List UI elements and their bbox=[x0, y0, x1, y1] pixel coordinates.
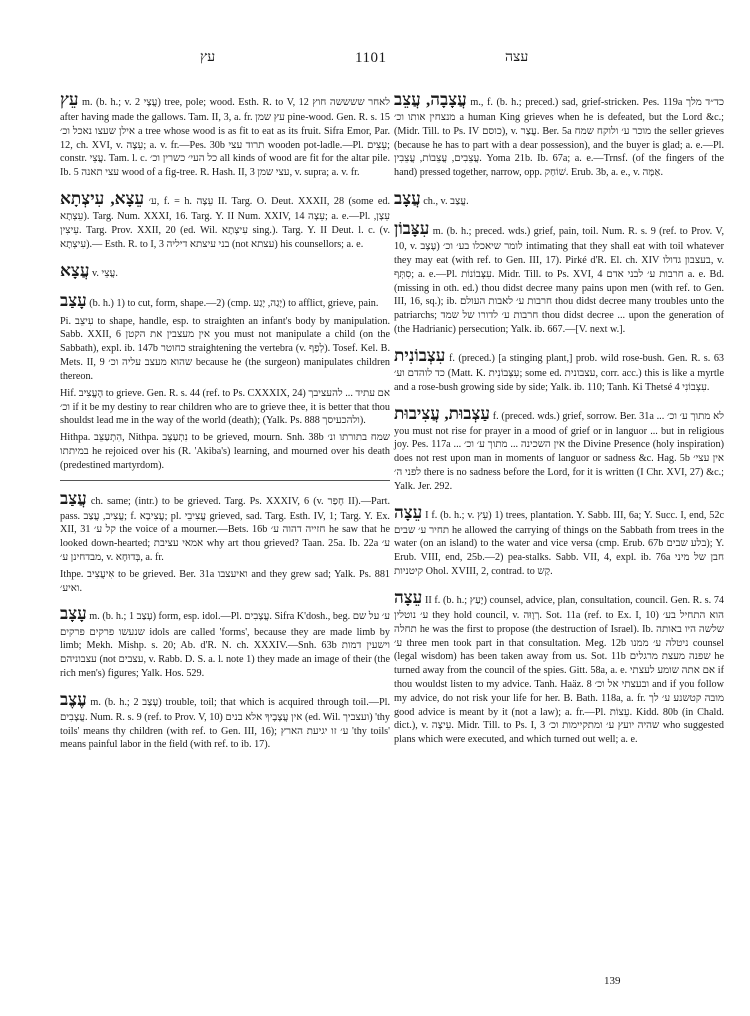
entry-text: ch., v. עֲצַב. bbox=[423, 196, 469, 208]
headword: עֵצָה bbox=[394, 587, 423, 607]
dictionary-entry bbox=[394, 187, 724, 210]
headword: עָצַב bbox=[60, 290, 87, 310]
headword: עֵץ bbox=[60, 90, 79, 109]
dictionary-entry bbox=[60, 187, 390, 251]
entry-sense: Pi. עִיצֵב to shape, handle, esp. to straighten an infant's body by manipulation. Sabb. XXII, 6 אין מעצבין את הקטן you must not manipulate a child (on the Sabbath), expl. ib. 147b כחוטר straightening the vertebra (v. לְפַף). Tosef. Kel. B. Mets. II, 9 שהוא מעצב עליה וכ׳ because he (the surgeon) manipulates children thereon. bbox=[60, 315, 391, 382]
left-column bbox=[60, 88, 390, 759]
entry-text: f. (preced. wds.) grief, sorrow. Ber. 31a ... לא מתוך ע׳ וכ׳ you must not rise for prayer in a mood of grief or in languor ... but in religious joy. Pes. 117a ... אין השכינה ... מתוך ע׳ וכ׳ the Divine Presence (holy inspiration) does not rest upon man in moments of languor or sadness &c. Hag. 5b אין עצי׳ לפני ה׳ there is no sadness before the Lord, for it is written (I Chr. XVI, 27) &c.; Yalk. Jer. 292. bbox=[394, 410, 725, 492]
entry-text: m. (b. h.; preced. wds.) grief, pain, toil. Num. R. s. 9 (ref. to Prov. V, 10, v. עֶצֶב) לומר שיאכלו בע׳ וכ׳ intimating that they shall eat with toil whatever they may eat (with ref. to Gen. III, 17). Pirké d'R. El. ch. XIV בעצבון גדולו, v. סִתְּף; a. e.—Pl. עִצְּבוֹנוֹת. Midr. Till. to Ps. XVI, 4 חרבות ע׳ לבני אדם a. e. Bd. (missing in oth. ed.) thou didst decree many pains upon men (with ref. to Gen. III, 16, sq.); ib. חרבות ע׳ לאבות העולם thou didst decree many troubles unto the patriarchs; חרבות ע׳ לדורו של שמד thou didst decree ... upon the generation of (the Hadrianic) persecution; Yalk. ib. 667.—[V. next w.]. bbox=[394, 226, 724, 336]
headword: עֵצָה bbox=[394, 502, 423, 522]
headword: עֶצֶב bbox=[60, 689, 87, 709]
dictionary-entry bbox=[60, 88, 390, 180]
dictionary-entry bbox=[394, 586, 724, 747]
dictionary-entry bbox=[394, 402, 724, 494]
entry-sense: Hif. הֶעֱצִיב to grieve. Gen. R. s. 44 (ref. to Ps. CXXXIX, 24) אם עתיד ... להעציבך וכ׳ if it be my destiny to rear children who are to grieve thee, it is better that thou shouldst lead me in the way of the world (death); (Yalk. Ps. 888 ולהכעיסך). bbox=[60, 387, 390, 427]
dictionary-entry bbox=[60, 602, 390, 680]
entry-text: ch. same; (intr.) to be grieved. Targ. Ps. XXXIV, 6 (v. חָפַר II).—Part. pass. עֲצִיב, עֲצַב; f. עֲצִיבָא; pl. עֲצִיבֵי grieved, sad. Targ. Esth. IV, 1; Targ. Y. Ex. XII, 31 קל ע׳ the voice of a mourner.—Bets. 16b חזייה דהוה ע׳ he saw that he looked down-hearted; אמאי עציבת why art thou grieved? Taan. 25a. Ib. 22a ע׳ מבדחינן ע׳, v. בְּדוּחָא, a. fr. bbox=[60, 495, 391, 564]
entry-text: m. (b. h.; עָצַב 1) form, esp. idol.—Pl. עֲצָבִים. Sifra K'dosh., beg. ע׳ על שם שנעשו פרקים פרקים idols are called 'forms', because they are made limb by limb; Mekh. Mishp. s. 20; Ab. d'R. N. ch. XXXIV.—Snh. 63b וישעין דמות עצבוניהם (not עצבים, v. Rabb. D. S. a. l. note 1) they made an image of their (the rich men's) figures; Yalk. Hos. 529. bbox=[60, 611, 391, 679]
dictionary-entry bbox=[60, 487, 390, 565]
right-column bbox=[394, 88, 724, 754]
running-head-left: עץ bbox=[200, 50, 216, 65]
entry-text: v. עֲצֵי. bbox=[92, 267, 118, 279]
entry-text: f. (preced.) [a stinging plant,] prob. wild rose-bush. Gen. R. s. 63 כד לוהדם וע׳ (Matt. K. עִצְּבוֹנִית; some ed. עצבונית, corr. acc.) this is like a myrtle and a rose-bush growing side by side; Yalk. ib. 110; Tanh. Ki Thetsé 4 עִצְבוֹנִי. bbox=[394, 352, 725, 393]
entry-text: m. (b. h.; v. עֲצָי 2) tree, pole; wood. Esth. R. to V, 12 לאחר ששששה חוץ after having made the gallows. Tam. II, 3, a. fr. עץ שמן pine-wood. Gen. R. s. 15 אילן שעצו נאכל וכ׳ a tree whose wood is as fit to eat as its fruit. Sifra Emor, Par. 12, ch. XVI, v. עֵצָה; a. v. fr.—Pes. 30b תרוד עצי wooden pot-ladle.—Pl. עֵצִים; constr. עֲצֵי. Tam. l. c. כל העי׳ כשרין וכ׳ all kinds of wood are fit for the altar pile. Ib. 5 עצי תאנה wood of a fig-tree. R. Hash. II, 3 עצי שמן, v. supra; a. v. fr. bbox=[60, 97, 391, 179]
headword: עִצָּבוֹן bbox=[394, 219, 430, 239]
dictionary-entry bbox=[394, 344, 724, 395]
entry-text: II f. (b. h.; יָעַץ) counsel, advice, plan, consultation, council. Gen. R. s. 74 ע׳ נוטלין they hold council, v. רְוָוּה. Sot. 11a (ref. to Ex. I, 10) הוא התחיל בע׳ תחלה he was the first to propose (the destruction of Israel). Ib. שלשה היו באותה ע׳ three men took part in that consultation. Meg. 12b ניטלה ע׳ ממנו counsel (legal wisdom) has been taken away from us. Sot. 11b שפנה מעצת מרגלים he turned away from the council of the spies. Gitt. 58a, a. e. אם אתה שומע לעצתי if thou wouldst listen to my advice. Tanh. Haäz. 8 ובעצתי אל וכ׳ and if you follow my advice, do not risk your life for her. B. Bath. 118a, a. fr. מובה קטשנע ע׳ לך good advice is meant by it (not a law); a. fr.—Pl. עֵצוֹת. Kidd. 80b (in Chald. dict.), v. עֵיצָה. Midr. Till. to Ps. I, 3 שהיה יועץ ע׳ ומתקיימות וכ׳ who suggested plans which were executed, and which turned out well; a. e. bbox=[394, 594, 725, 746]
entry-sense: Ithpe. אִיעֲצִיב to be grieved. Ber. 31a ואיעצבו and they grew sad; Yalk. Ps. 881 ואיע׳. bbox=[60, 568, 391, 594]
headword: עֲצַב bbox=[60, 488, 87, 508]
page-number: 139 bbox=[604, 975, 621, 987]
entry-text: I f. (b. h.; v. עֵץ) 1) trees, plantation. Y. Sabb. III, 6a; Y. Succ. I, end, 52c תחיר ע׳ שבים he allowed the carrying of things on the Sabbath from trees in the water (on an island) to the water and vice versa (cmp. Erub. 67b בלע שבים); Y. Erub. VIII, end, 25b.—2) pea-stalks. Sabb. VII, 4, expl. ib. 76a חבן של מיני קיטניות Ohol. XVIII, 2, contrad. to קַש. bbox=[394, 509, 725, 578]
entry-text: ע׳, f. = h. עֵצָה II. Targ. O. Deut. XXXII, 28 (some ed. עֵצְתָא). Targ. Num. XXXI, 16. Targ. Y. II Num. XXIV, 14 עֵצָה; a. e.—Pl. עֵצָן, עֵיצִין. Targ. Prov. XXII, 20 (ed. Wil. עִיצְתָא sing.). Targ. Y. II Deut. l. c. (v. עִיצְתָא).— Esth. R. to I, 3 בני עיצתא דיליה (not עצתא) his counsellors; a. e. bbox=[60, 196, 391, 250]
headword: עֲצָבָה, עֲצֵב bbox=[394, 90, 467, 109]
entry-text: m. (b. h.; עָצַב 2) trouble, toil; that which is acquired through toil.—Pl. עֲצָבִים. Num. R. s. 9 (ref. to Prov. V, 10) אין עֲצָבֶיךָ אלא בנים (ed. Wil. ועצביך) 'thy toils' means thy children (with ref. to Gen. III, 16); ע׳ זו יגיעת הארץ 'thy toils' means painful labor in the field (with ref. to ib. 17). bbox=[60, 696, 391, 751]
headword: עֲצָב bbox=[394, 189, 421, 209]
dictionary-entry bbox=[394, 88, 724, 180]
page-label: 1101 bbox=[355, 50, 387, 66]
headword: עִצְבוֹנִית bbox=[394, 345, 446, 365]
dictionary-entry bbox=[394, 501, 724, 579]
entry-sense: Hithpa. הִתְעַצֵּב, Nithpa. נִתְעַצֵּב to be grieved, mourn. Snh. 38b שמח בתורתו ונ׳ במיתתו he rejoiced over his (R. 'Akiba's) learning, and mourned over his death (predestined martyrdom). bbox=[60, 432, 391, 471]
entry-text: m., f. (b. h.; preced.) sad, grief-stricken. Pes. 119a כד״ד מלך מנצחין אותו וכ׳ a human King grieves when he is defeated, but the Lord &c.; (Midr. Till. to Ps. IV כוסם), v. עֲצַר. Ber. 5a מוכר ע׳ ולוקח שמח the seller grieves (because he has to part with a dear possession), and the buyer is glad; a. e.—Pl. עֲצֵבִים, עֲצֵבוֹת, עֲצֵבִין. Yoma 21b. Ib. 67a; a. e.—Trnsf. (of the fingers of the hand) pressed together, narrow, opp. שׁוֹחַק. Erub. 3b, a. e., v. אַמָּה. bbox=[394, 97, 725, 179]
headword: עֲצָא bbox=[60, 260, 90, 280]
headword: עֵצָא, עִיצְתָא bbox=[60, 189, 145, 209]
dictionary-entry bbox=[60, 259, 390, 282]
headword: עַצְבוּת, עֲצִיבוּת bbox=[394, 403, 491, 423]
dictionary-entry bbox=[60, 688, 390, 752]
running-head-right: עצה bbox=[505, 50, 529, 65]
headword: עָצָב bbox=[60, 604, 87, 624]
dictionary-entry bbox=[60, 289, 390, 312]
dictionary-entry bbox=[394, 217, 724, 337]
entry-text: (b. h.) 1) to cut, form, shape.—2) (cmp. יָגַה, יָגַע) to afflict, grieve, pain. bbox=[89, 297, 379, 309]
entry-divider bbox=[60, 480, 390, 481]
